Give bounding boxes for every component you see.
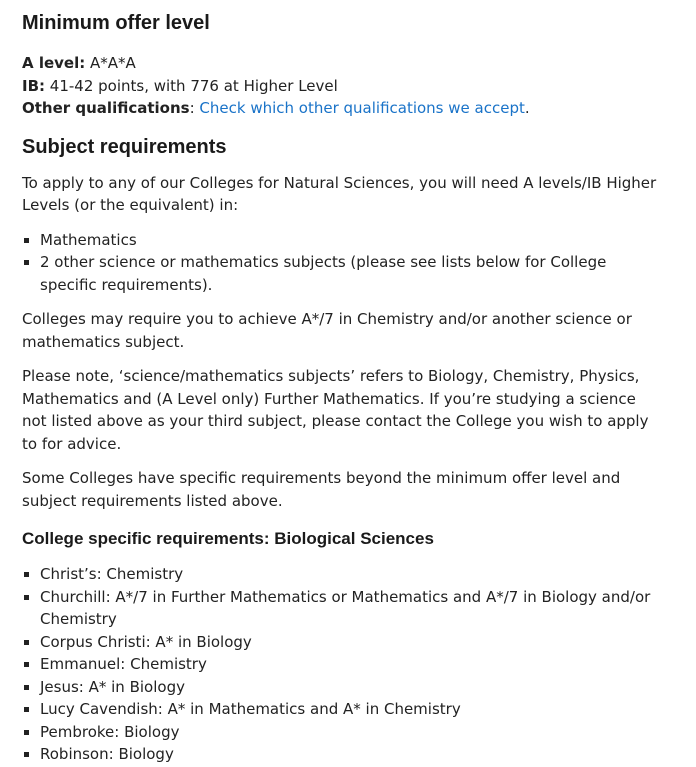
other-qualifications-link[interactable]: Check which other qualifications we accept xyxy=(199,99,525,117)
other-qualifications-separator: : xyxy=(189,99,200,117)
subject-list xyxy=(22,229,662,297)
list-item: Lucy Cavendish: A* in Mathematics and A* in Chemistry xyxy=(22,698,662,721)
list-item: Emmanuel: Chemistry xyxy=(22,653,662,676)
list-item: Pembroke: Biology xyxy=(22,721,662,744)
subject-requirements-heading: Subject requirements xyxy=(22,135,227,158)
a-level-value: A*A*A xyxy=(85,54,136,72)
college-specific-heading: College specific requirements: Biological Sciences xyxy=(22,529,434,548)
list-item: Mathematics xyxy=(22,229,662,252)
specific-requirements-paragraph: Some Colleges have specific requirements beyond the minimum offer level and subject requirements listed above. xyxy=(22,469,621,510)
ib-label: IB: xyxy=(22,76,46,95)
list-item: Churchill: A*/7 in Further Mathematics or Mathematics and A*/7 in Biology and/or Chemistry xyxy=(22,586,662,631)
list-item: 2 other science or mathematics subjects (please see lists below for College specific requirements). xyxy=(22,251,662,296)
colleges-requirement-paragraph: Colleges may require you to achieve A*/7 in Chemistry and/or another science or mathematics subject. xyxy=(22,310,632,351)
a-level-label: A level: xyxy=(22,54,86,72)
list-item: Christ’s: Chemistry xyxy=(22,563,662,586)
college-list xyxy=(22,563,662,766)
subject-intro: To apply to any of our Colleges for Natural Sciences, you will need A levels/IB Higher Levels (or the equivalent) in: xyxy=(22,173,657,214)
a-level-line xyxy=(22,52,662,75)
list-item: Jesus: A* in Biology xyxy=(22,676,662,699)
science-note-paragraph: Please note, ‘science/mathematics subjects’ refers to Biology, Chemistry, Physics, Mathematics and (A Level only) Further Mathematics. If you’re studying a science not listed above as your third subject, please contact the College you wish to apply to for advice. xyxy=(22,367,649,453)
ib-value: 41-42 points, with 776 at Higher Level xyxy=(45,76,338,95)
offer-heading: Minimum offer level xyxy=(22,12,210,34)
list-item: Robinson: Biology xyxy=(22,743,662,766)
offer-levels xyxy=(22,52,662,120)
other-qualifications-end: . xyxy=(524,99,530,117)
ib-line xyxy=(22,75,662,98)
other-qualifications-line xyxy=(22,97,662,120)
other-qualifications-label: Other qualifications xyxy=(22,99,190,117)
list-item: Corpus Christi: A* in Biology xyxy=(22,631,662,654)
